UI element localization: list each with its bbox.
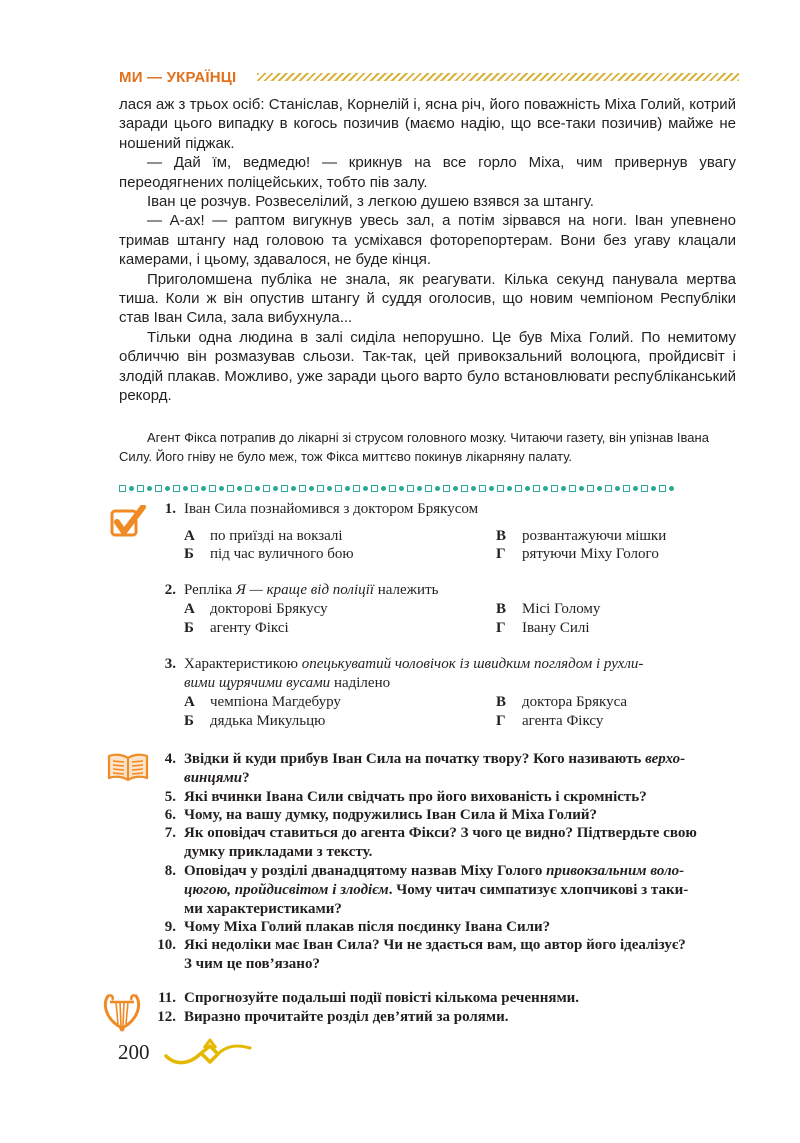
question-text: Як оповідач ставиться до агента Фікси? З чого це видно? Підтвердьте свою думку прикладами з тексту. bbox=[184, 825, 697, 860]
ornament-dot bbox=[165, 486, 170, 491]
ornament-dot bbox=[561, 486, 566, 491]
ornament-square bbox=[317, 485, 324, 492]
checkmark-test-icon bbox=[110, 505, 146, 539]
ornament-dot bbox=[399, 486, 404, 491]
answer-option[interactable]: А докторові Брякусу bbox=[184, 601, 328, 617]
story-paragraph: — Дай їм, ведмедю! — крикнув на все горло Міха, чим привернув увагу переодягнених поліцейських, тобто пів залу. bbox=[119, 154, 736, 191]
question-number: 4. bbox=[164, 751, 176, 767]
question-number: 10. bbox=[157, 937, 176, 953]
story-paragraph: Приголомшена публіка не знала, як реагувати. Кілька секунд панувала мертва тиша. Коли ж він опустив штангу й суддя оголосив, що новим чемпіоном Республіки став Іван Сила, зала вибухнула... bbox=[119, 270, 736, 327]
question-number: 3. bbox=[164, 656, 176, 672]
question-text: Репліка Я — краще від поліції належить bbox=[184, 582, 439, 598]
answer-option[interactable]: Б дядька Микульцю bbox=[184, 713, 326, 729]
question-number: 8. bbox=[164, 863, 176, 879]
question-text: Які недоліки має Іван Сила? Чи не здається вам, що автор його ідеалізує? З чим це пов’язано? bbox=[184, 937, 686, 972]
answer-option[interactable]: Б агенту Фіксі bbox=[184, 620, 289, 636]
ornament-square bbox=[515, 485, 522, 492]
ornament-square bbox=[407, 485, 414, 492]
ornament-square bbox=[191, 485, 198, 492]
ornament-square bbox=[173, 485, 180, 492]
ornament-square bbox=[425, 485, 432, 492]
running-header bbox=[119, 68, 739, 88]
question-text: Які вчинки Івана Сили свідчать про його вихованість і скромність? bbox=[184, 789, 647, 805]
ornament-square bbox=[497, 485, 504, 492]
story-paragraph: Іван це розчув. Розвеселілий, з легкою душею взявся за штангу. bbox=[147, 193, 594, 211]
answer-option[interactable]: А чемпіона Магдебуру bbox=[184, 694, 341, 710]
question-number: 11. bbox=[158, 990, 176, 1006]
ornament-dot bbox=[183, 486, 188, 491]
ornament-dot bbox=[651, 486, 656, 491]
answer-option[interactable]: Г Івану Силі bbox=[496, 620, 590, 636]
ornament-square bbox=[353, 485, 360, 492]
question-text: Чому Міха Голий плакав після поєдинку Івана Сили? bbox=[184, 919, 551, 935]
question-text: Чому, на вашу думку, подружились Іван Сила й Міха Голий? bbox=[184, 807, 598, 823]
ornament-square bbox=[461, 485, 468, 492]
ornament-dot bbox=[453, 486, 458, 491]
ornament-square bbox=[119, 485, 126, 492]
ornament-square bbox=[209, 485, 216, 492]
page-ornament bbox=[164, 1036, 254, 1066]
ornament-dot bbox=[435, 486, 440, 491]
answer-option[interactable]: А по приїзді на вокзалі bbox=[184, 528, 343, 544]
ornament-dot bbox=[273, 486, 278, 491]
answer-option[interactable]: В доктора Брякуса bbox=[496, 694, 628, 710]
answer-option[interactable]: В Місі Голому bbox=[496, 601, 601, 617]
ornament-dot bbox=[255, 486, 260, 491]
question-number: 5. bbox=[164, 789, 176, 805]
answer-option[interactable]: Г агента Фіксу bbox=[496, 713, 604, 729]
ornament-square bbox=[335, 485, 342, 492]
story-paragraph: лася аж з трьох осіб: Станіслав, Корнелій і, ясна річ, його поважність Міха Голий, котрий заради цього випадку в когось позичив (маємо надію, що все-таки позичив) майже не ношений піджак. bbox=[119, 96, 736, 152]
question-text: Характеристикою опецькуватий чоловічок із швидким поглядом і рухли- вими щурячими вусами наділено bbox=[184, 656, 644, 691]
chapter-summary-note bbox=[119, 428, 719, 466]
page-number: 200 bbox=[118, 1040, 150, 1064]
ornament-dot bbox=[525, 486, 530, 491]
ornament-square bbox=[281, 485, 288, 492]
header-decorative-stripe bbox=[257, 73, 739, 81]
ornament-dot bbox=[147, 486, 152, 491]
ornament-square bbox=[533, 485, 540, 492]
ornament-dot bbox=[201, 486, 206, 491]
ornament-dot bbox=[507, 486, 512, 491]
question-number: 6. bbox=[164, 807, 176, 823]
ornament-dot bbox=[543, 486, 548, 491]
story-paragraph: Тільки одна людина в залі сиділа непорушно. Це був Міха Голий. По немитому обличчю він розмазував сльози. Так-так, цей привокзальний волоцюга, пройдисвіт і злодій плакав. Можливо, уже заради цього варто було встановлювати республіканський рекорд. bbox=[119, 328, 736, 405]
ornament-dot bbox=[345, 486, 350, 491]
section-title: МИ — УКРАЇНЦІ bbox=[119, 69, 237, 86]
ornament-square bbox=[641, 485, 648, 492]
question-number: 9. bbox=[164, 919, 176, 935]
ornament-square bbox=[155, 485, 162, 492]
ornament-dot bbox=[129, 486, 134, 491]
ornament-dot bbox=[291, 486, 296, 491]
ornament-dot bbox=[309, 486, 314, 491]
ornament-dot bbox=[615, 486, 620, 491]
ornament-dot bbox=[669, 486, 674, 491]
ornament-dot bbox=[597, 486, 602, 491]
question-text: Звідки й куди прибув Іван Сила на початку твору? Кого називають верхо- винцями? bbox=[184, 751, 686, 786]
question-text: Іван Сила познайомився з доктором Брякусом bbox=[184, 501, 479, 517]
ornament-square bbox=[245, 485, 252, 492]
answer-option[interactable]: В розвантажуючи мішки bbox=[496, 528, 667, 544]
ornament-square bbox=[569, 485, 576, 492]
ornament-square bbox=[605, 485, 612, 492]
ornament-dot bbox=[363, 486, 368, 491]
question-number: 12. bbox=[157, 1009, 176, 1025]
ornament-square bbox=[479, 485, 486, 492]
question-text: Оповідач у розділі дванадцятому назвав Міху Голого привокзальним воло- цюгою, пройдисвітом і злодієм. Чому читач симпатизує хлопчикові з таки- ми характеристиками? bbox=[184, 863, 689, 917]
ornament-dot bbox=[633, 486, 638, 491]
ornament-square bbox=[623, 485, 630, 492]
ornament-square bbox=[659, 485, 666, 492]
answer-option[interactable]: Б під час вуличного бою bbox=[184, 546, 354, 562]
summary-text: Агент Фікса потрапив до лікарні зі струсом головного мозку. Читаючи газету, він упізнав Івана Силу. Його гніву не було меж, тож Фікса миттєво покинув лікарняну палату. bbox=[119, 430, 709, 464]
ornament-divider bbox=[119, 482, 736, 494]
answer-option[interactable]: Г рятуючи Міху Голого bbox=[496, 546, 659, 562]
ornament-dot bbox=[417, 486, 422, 491]
ornament-square bbox=[587, 485, 594, 492]
ornament-square bbox=[551, 485, 558, 492]
ornament-dot bbox=[327, 486, 332, 491]
question-text: Спрогнозуйте подальші події повісті кількома реченнями. bbox=[184, 990, 580, 1006]
ornament-square bbox=[137, 485, 144, 492]
question-text: Виразно прочитайте розділ дев’ятий за ролями. bbox=[184, 1009, 509, 1025]
ornament-dot bbox=[489, 486, 494, 491]
question-number: 7. bbox=[164, 825, 176, 841]
ornament-dot bbox=[381, 486, 386, 491]
open-book-icon bbox=[106, 752, 150, 782]
ornament-square bbox=[299, 485, 306, 492]
ornament-square bbox=[443, 485, 450, 492]
ornament-dot bbox=[237, 486, 242, 491]
ornament-dot bbox=[579, 486, 584, 491]
ornament-dot bbox=[471, 486, 476, 491]
ornament-square bbox=[389, 485, 396, 492]
ornament-square bbox=[371, 485, 378, 492]
ornament-square bbox=[227, 485, 234, 492]
ornament-dot bbox=[219, 486, 224, 491]
story-paragraph: — А-ах! — раптом вигукнув увесь зал, а потім зірвався на ноги. Іван упевнено тримав штангу над головою та усміхався фоторепортерам. Вони без угаву клацали камерами, і цьому, здавалося, не буде кінця. bbox=[119, 212, 736, 269]
ornament-square bbox=[263, 485, 270, 492]
lyre-icon bbox=[100, 990, 146, 1034]
story-text bbox=[119, 95, 736, 406]
question-number: 1. bbox=[164, 501, 176, 517]
question-number: 2. bbox=[164, 582, 176, 598]
